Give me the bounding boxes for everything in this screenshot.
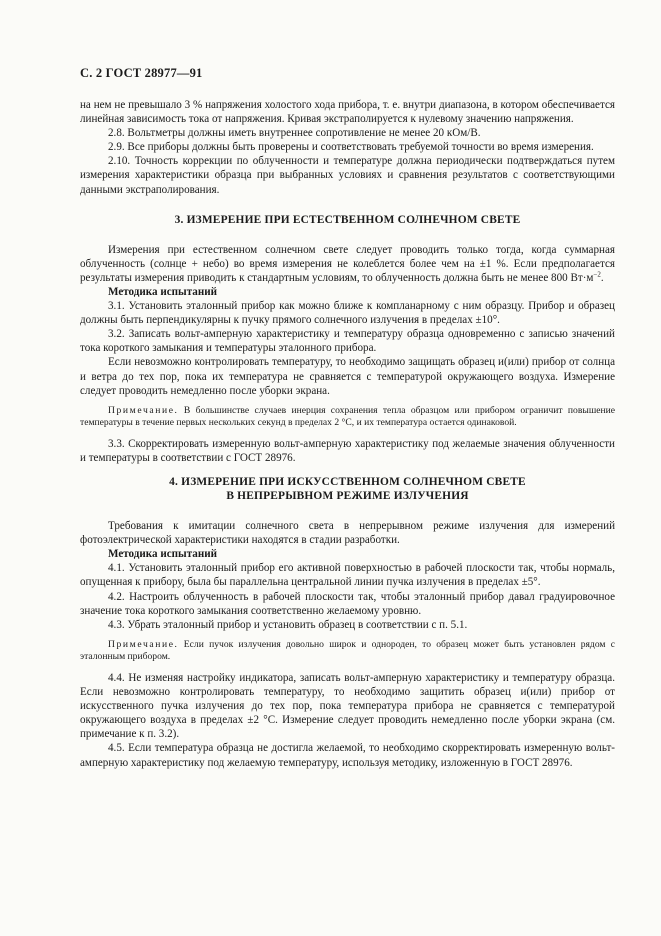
section-3-intro-end: .	[600, 271, 604, 284]
page-header: С. 2 ГОСТ 28977—91	[80, 66, 203, 80]
section-3-title: 3. ИЗМЕРЕНИЕ ПРИ ЕСТЕСТВЕННОМ СОЛНЕЧНОМ СВЕТЕ	[174, 213, 521, 226]
section-4-method-heading: Методика испытаний	[108, 548, 218, 561]
paragraph-4-2: 4.2. Настроить облученность в рабочей плоскости так, чтобы эталонный прибор давал градуировочное значение тока короткого замыкания соответственно желаемому уровню.	[80, 590, 615, 617]
paragraph-3-2-continued: Если невозможно контролировать температуру, то необходимо защищать образец и(или) прибор от солнца и ветра до тех пор, пока их температура не сравняется с температурой окружающего воздуха. Измерение следует проводить немедленно после уборки экрана.	[80, 356, 615, 397]
note-1-label: Примечание.	[108, 404, 179, 416]
section-4-title-line-2: В НЕПРЕРЫВНОМ РЕЖИМЕ ИЗЛУЧЕНИЯ	[226, 490, 469, 503]
paragraph-3-2: 3.2. Записать вольт-амперную характеристику и температуру образца одновременно с записью значений тока короткого замыкания и температуры эталонного прибора.	[80, 328, 615, 355]
note-2-label: Примечание.	[108, 638, 179, 650]
section-4-intro: Требования к имитации солнечного света в непрерывном режиме излучения для измерений фотоэлектрической характеристики находятся в стадии разработки.	[80, 520, 615, 547]
paragraph-2-9: 2.9. Все приборы должны быть проверены и соответствовать требуемой точности во время измерения.	[108, 141, 594, 154]
paragraph-3-1: 3.1. Установить эталонный прибор как можно ближе к компланарному с ним образцу. Прибор и образец должны быть перпендикулярны к пучку прямого солнечного излучения в пределах ±10°.	[80, 300, 615, 327]
paragraph-4-4: 4.4. Не изменяя настройку индикатора, записать вольт-амперную характеристику и температуру образца. Если невозможно контролировать температуру, то необходимо защитить образец и(или) прибор от искусственного пучка излучения до тех пор, пока температура прибора не сравняется с температурой окружающего воздуха в пределах ±2 °С. Измерение следует проводить немедленно после уборки экрана (см. примечание к п. 3.2).	[80, 672, 615, 741]
section-3-method-heading: Методика испытаний	[108, 285, 218, 298]
section-3-intro	[80, 243, 615, 285]
paragraph-continuation: на нем не превышало 3 % напряжения холостого хода прибора, т. е. внутри диапазона, в котором обеспечивается линейная зависимость тока от напряжения. Кривая экстраполируется к нулевому значению напряжения.	[80, 99, 615, 126]
unit-exponent: −2	[593, 270, 601, 279]
note-2	[80, 639, 615, 664]
paragraph-3-3: 3.3. Скорректировать измеренную вольт-амперную характеристику под желаемые значения облученности и температуры в соответствии с ГОСТ 28976.	[80, 437, 615, 464]
document-body	[80, 98, 615, 770]
paragraph-4-1: 4.1. Установить эталонный прибор его активной поверхностью в рабочей плоскости так, чтобы нормаль, опущенная к прибору, была бы параллельна центральной линии пучка излучения в пределах ±5°.	[80, 562, 615, 589]
paragraph-2-8: 2.8. Вольтметры должны иметь внутреннее сопротивление не менее 20 кОм/В.	[108, 127, 481, 140]
paragraph-4-5: 4.5. Если температура образца не достигла желаемой, то необходимо скорректировать измеренную вольт-амперную характеристику под желаемую температуру, используя методику, изложенную в ГОСТ 28976.	[80, 742, 615, 769]
note-1-text: В большинстве случаев инерция сохранения тепла образцом или прибором ограничит повышение температуры в течение первых нескольких секунд в пределах 2 °С, и их температура остается одинаковой.	[80, 404, 615, 429]
section-4-title-line-1: 4. ИЗМЕРЕНИЕ ПРИ ИСКУССТВЕННОМ СОЛНЕЧНОМ СВЕТЕ	[169, 476, 526, 489]
paragraph-2-10: 2.10. Точность коррекции по облученности и температуре должна периодически подтверждаться путем измерения характеристики образца при выбранных условиях и сравнения результатов с соответствующими данными экстраполирования.	[80, 155, 615, 196]
paragraph-4-3: 4.3. Убрать эталонный прибор и установить образец в соответствии с п. 5.1.	[108, 618, 468, 631]
section-3-intro-text: Измерения при естественном солнечном свете следует проводить только тогда, когда суммарная облученность (солнце + небо) во время измерения не колеблется более чем на ±1 %. Если предполагается результаты измерения приводить к стандартным условиям, то облученность должна быть не менее 800 Вт·м	[80, 243, 615, 284]
note-2-text: Если пучок излучения довольно широк и однороден, то образец может быть установлен рядом с эталонным прибором.	[80, 638, 615, 663]
note-1	[80, 405, 615, 430]
